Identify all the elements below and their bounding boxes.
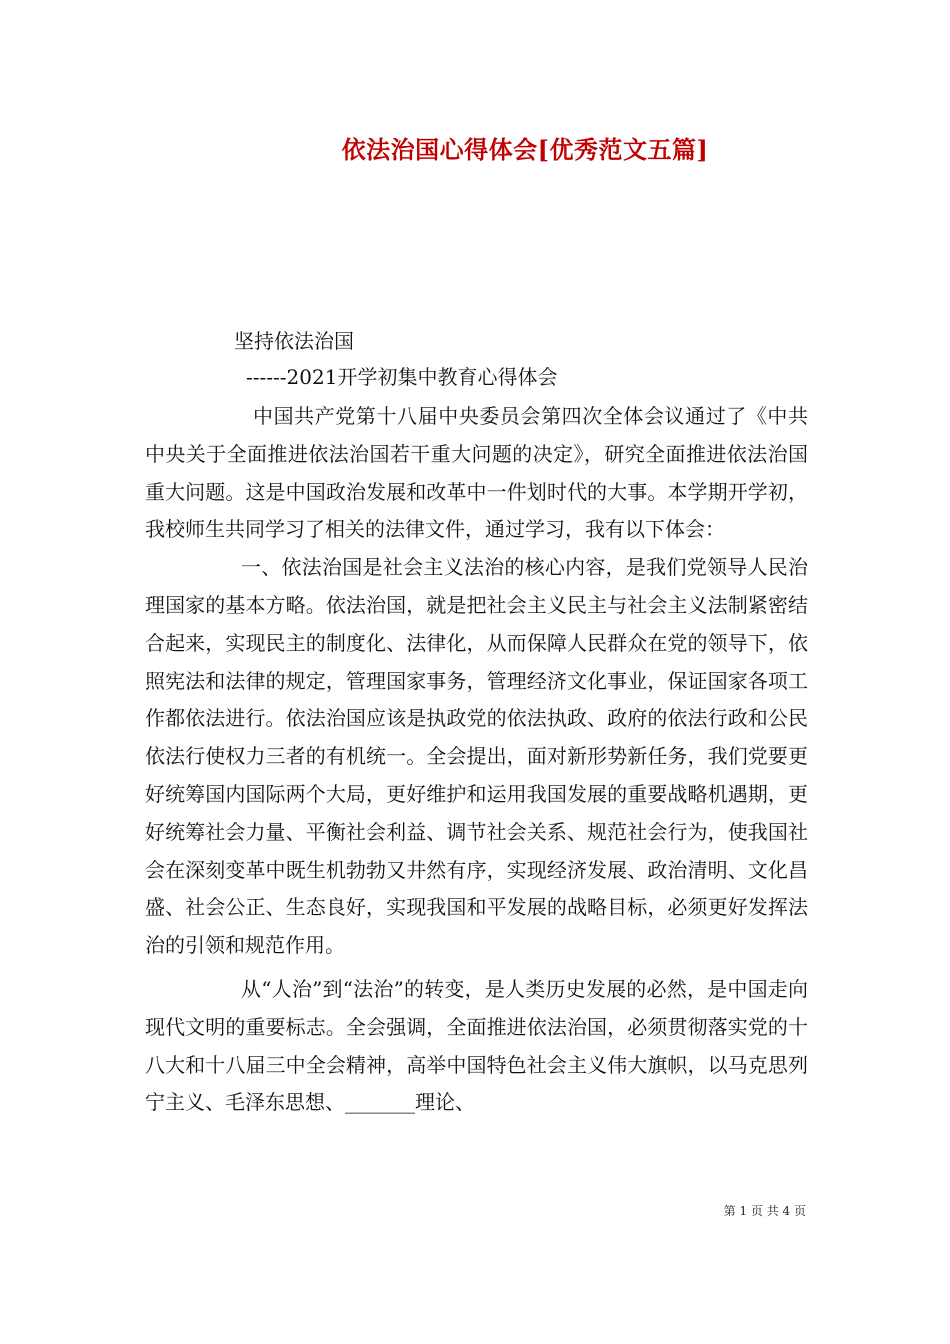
section-heading: 坚持依法治国: [234, 329, 354, 353]
paragraph-point-one: 一、依法治国是社会主义法治的核心内容，是我们党领导人民治理国家的基本方略。依法治国，就是把社会主义民主与社会主义法制紧密结合起来，实现民主的制度化、法律化，从而保障人民群众在党的领导下，依照宪法和法律的规定，管理国家事务，管理经济文化事业，保证国家各项工作都依法进行。依法治国应该是执政党的依法执政、政府的依法行政和公民依法行使权力三者的有机统一。全会提出，面对新形势新任务，我们党要更好统筹国内国际两个大局，更好维护和运用我国发展的重要战略机遇期，更好统筹社会力量、平衡社会利益、调节社会关系、规范社会行为，使我国社会在深刻变革中既生机勃勃又井然有序，实现经济发展、政治清明、文化昌盛、社会公正、生态良好，实现我国和平发展的战略目标，必须更好发挥法治的引领和规范作用。: [145, 555, 808, 958]
paragraph-rule-of-law: 从“人治”到“法治”的转变，是人类历史发展的必然，是中国走向现代文明的重要标志。全会强调，全面推进依法治国，必须贯彻落实党的十八大和十八届三中全会精神，高举中国特色社会主义伟大旗帜，以马克思列宁主义、毛泽东思想、_______理论、: [145, 976, 808, 1115]
page-footer: [0, 1203, 806, 1219]
document-body: [145, 398, 808, 1122]
section-subheading: ------2021开学初集中教育心得体会: [246, 365, 558, 389]
document-title: 依法治国心得体会[优秀范文五篇]: [341, 135, 709, 164]
paragraph-intro: 中国共产党第十八届中央委员会第四次全体会议通过了《中共中央关于全面推进依法治国若干重大问题的决定》，研究全面推进依法治国重大问题。这是中国政治发展和改革中一件划时代的大事。本学期开学初，我校师生共同学习了相关的法律文件，通过学习，我有以下体会：: [145, 404, 808, 542]
page-number: 第 1 页 共 4 页: [723, 1204, 806, 1218]
